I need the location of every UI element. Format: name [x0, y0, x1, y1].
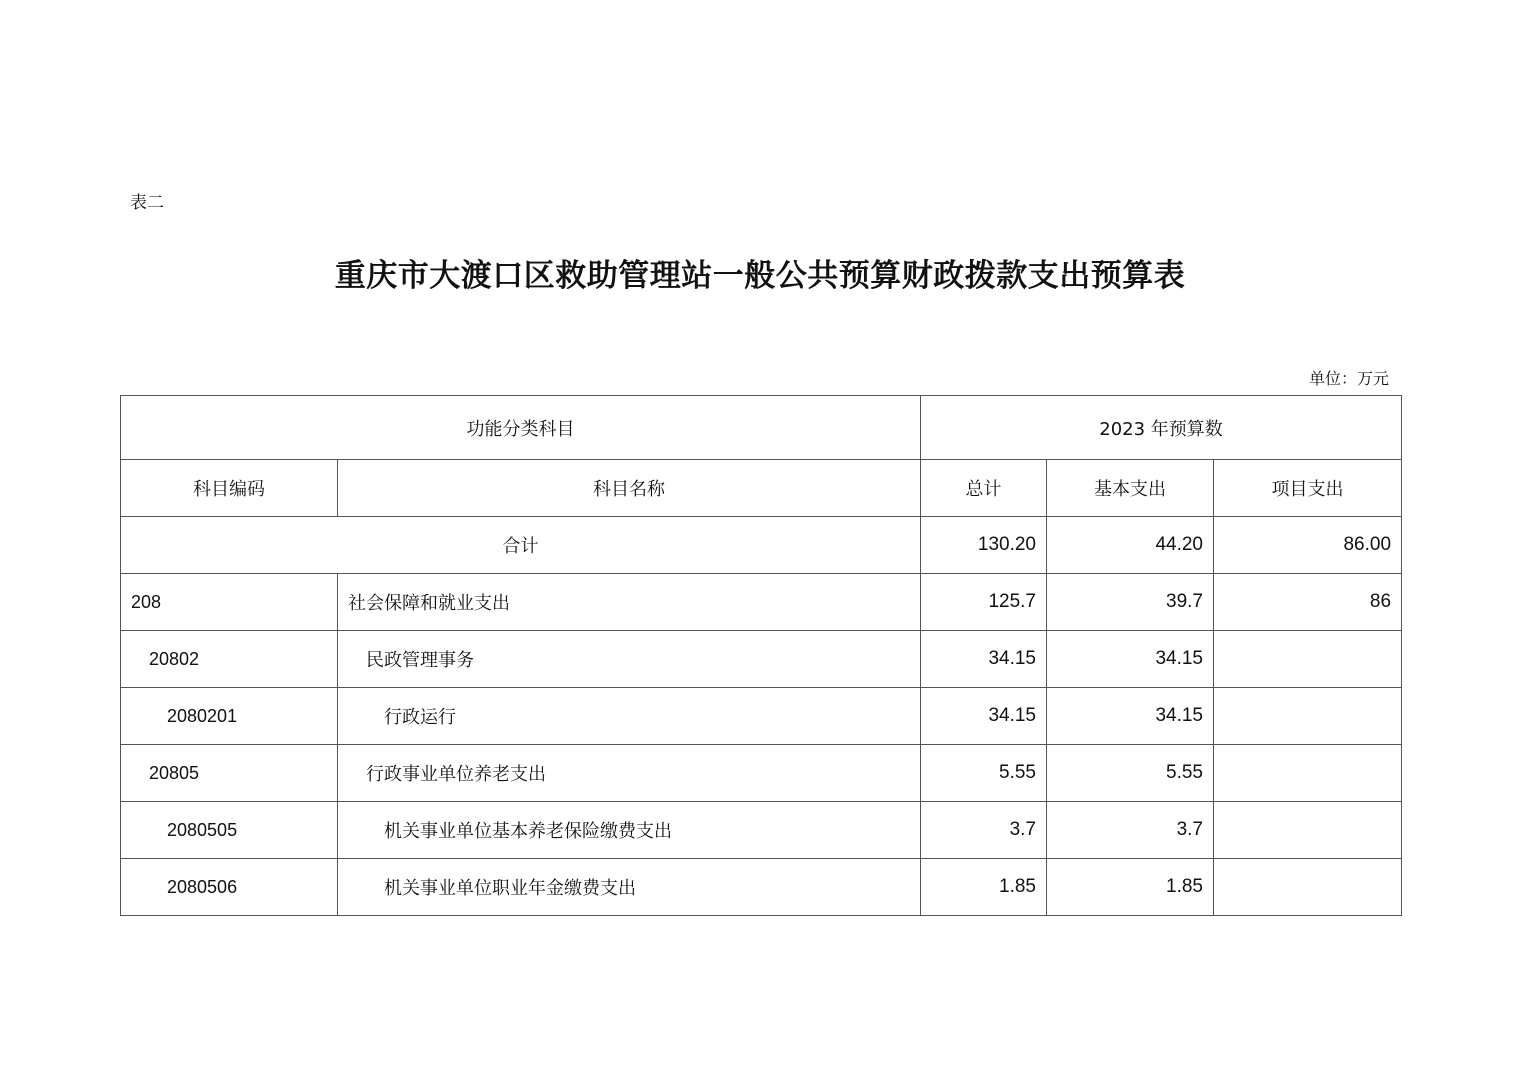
row-project — [1214, 745, 1402, 802]
table-row — [121, 802, 1402, 859]
budget-table — [120, 395, 1402, 916]
row-name: 机关事业单位基本养老保险缴费支出 — [338, 802, 921, 859]
row-name: 行政事业单位养老支出 — [338, 745, 921, 802]
row-total: 5.55 — [921, 745, 1047, 802]
document-title: 重庆市大渡口区救助管理站一般公共预算财政拨款支出预算表 — [334, 258, 1186, 294]
table-row — [121, 574, 1402, 631]
row-basic: 39.7 — [1047, 574, 1214, 631]
budget-year-header: 2023 年预算数 — [921, 396, 1402, 460]
row-project: 86 — [1214, 574, 1402, 631]
row-project — [1214, 802, 1402, 859]
row-basic: 1.85 — [1047, 859, 1214, 916]
row-name: 行政运行 — [338, 688, 921, 745]
row-code: 2080505 — [121, 802, 338, 859]
row-code: 20802 — [121, 631, 338, 688]
row-code: 2080201 — [121, 688, 338, 745]
table-row — [121, 745, 1402, 802]
total-row — [121, 517, 1402, 574]
row-basic: 34.15 — [1047, 688, 1214, 745]
row-basic: 5.55 — [1047, 745, 1214, 802]
header-row-1 — [121, 396, 1402, 460]
unit-label: 单位：万元 — [1308, 369, 1389, 388]
row-project — [1214, 688, 1402, 745]
total-row-basic: 44.20 — [1047, 517, 1214, 574]
row-total: 34.15 — [921, 631, 1047, 688]
row-project — [1214, 631, 1402, 688]
name-header: 科目名称 — [338, 460, 921, 517]
table-row — [121, 688, 1402, 745]
row-code: 20805 — [121, 745, 338, 802]
row-project — [1214, 859, 1402, 916]
row-total: 125.7 — [921, 574, 1047, 631]
function-category-header: 功能分类科目 — [121, 396, 921, 460]
table-row — [121, 631, 1402, 688]
row-name: 社会保障和就业支出 — [338, 574, 921, 631]
basic-header: 基本支出 — [1047, 460, 1214, 517]
code-header: 科目编码 — [121, 460, 338, 517]
total-row-project: 86.00 — [1214, 517, 1402, 574]
total-row-label: 合计 — [121, 517, 921, 574]
total-row-total: 130.20 — [921, 517, 1047, 574]
row-name: 机关事业单位职业年金缴费支出 — [338, 859, 921, 916]
row-total: 34.15 — [921, 688, 1047, 745]
total-header: 总计 — [921, 460, 1047, 517]
table-label: 表二 — [130, 193, 164, 213]
row-basic: 3.7 — [1047, 802, 1214, 859]
row-code: 2080506 — [121, 859, 338, 916]
row-basic: 34.15 — [1047, 631, 1214, 688]
row-name: 民政管理事务 — [338, 631, 921, 688]
row-total: 1.85 — [921, 859, 1047, 916]
row-total: 3.7 — [921, 802, 1047, 859]
table-row — [121, 859, 1402, 916]
header-row-2 — [121, 460, 1402, 517]
project-header: 项目支出 — [1214, 460, 1402, 517]
row-code: 208 — [121, 574, 338, 631]
